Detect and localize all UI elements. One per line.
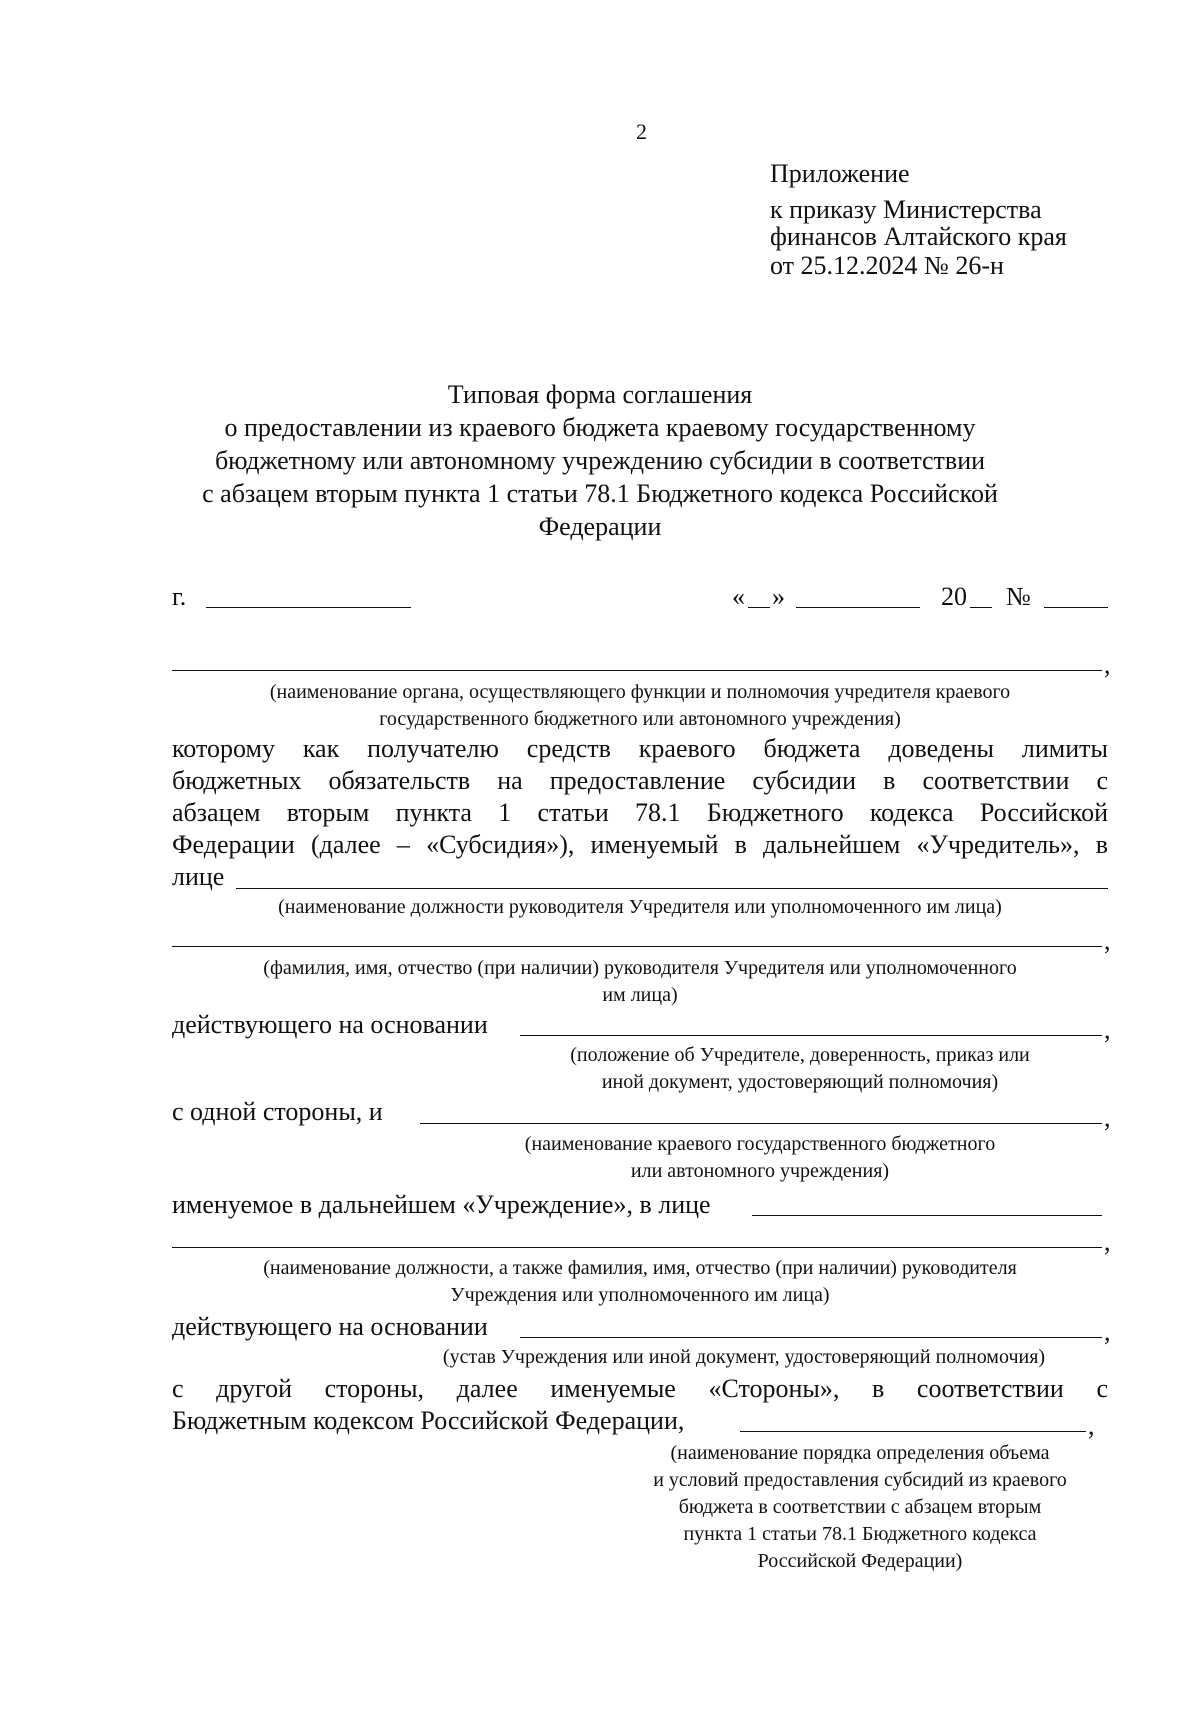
founder-position-caption: (наименование должности руководителя Учредителя или уполномоченного им лица)	[278, 896, 1002, 918]
appendix-date-number: от 25.12.2024 № 26-н	[770, 251, 1004, 280]
procedure-blank	[740, 1431, 1086, 1432]
founder-org-blank	[172, 670, 1102, 671]
paragraph-other-side	[172, 1373, 1108, 1405]
institution-head-caption-2: Учреждения или уполномоченного им лица)	[450, 1284, 830, 1306]
in-person-label: лице	[172, 862, 225, 891]
page-number: 2	[636, 119, 647, 144]
day-quote-close: »	[772, 582, 785, 611]
institution-basis-caption: (устав Учреждения или иной документ, удостоверяющий полномочия)	[442, 1346, 1046, 1368]
form-title	[150, 378, 1050, 543]
procedure-caption-3: бюджета в соответствии с абзацем вторым	[678, 1496, 1042, 1518]
founder-basis-caption-1: (положение об Учредителе, доверенность, приказ или	[570, 1044, 1030, 1066]
comma: ,	[1104, 650, 1111, 679]
institution-head-blank-1	[752, 1215, 1102, 1216]
comma: ,	[1088, 1411, 1095, 1440]
day-quote-open: «	[732, 582, 745, 611]
title-line-3: бюджетному или автономному учреждению субсидии в соответствии	[214, 446, 986, 475]
comma: ,	[1104, 1227, 1111, 1256]
title-line-5: Федерации	[538, 512, 662, 541]
institution-name-caption-2: или автономного учреждения)	[630, 1160, 890, 1182]
year-prefix: 20	[941, 582, 967, 611]
day-blank	[748, 607, 770, 608]
founder-acting-basis-label: действующего на основании	[172, 1010, 488, 1039]
number-blank	[1044, 607, 1108, 608]
one-side-label: с одной стороны, и	[172, 1097, 383, 1126]
founder-position-blank	[236, 888, 1108, 889]
procedure-caption-1: (наименование порядка определения объема	[670, 1442, 1050, 1464]
comma: ,	[1104, 1103, 1111, 1132]
number-sign: №	[1006, 582, 1031, 611]
appendix-order-line: к приказу Министерства	[770, 195, 1042, 224]
procedure-caption	[600, 1440, 1120, 1575]
paragraph-founder	[172, 733, 1108, 861]
procedure-caption-2: и условий предоставления субсидий из краевого	[653, 1469, 1067, 1491]
other-side-line-1: с другой стороны, далее именуемые «Стороны», в соответствии с	[172, 1374, 1108, 1403]
founder-fio-caption-2: им лица)	[602, 984, 678, 1006]
para1-line-4: Федерации (далее – «Субсидия»), именуемый в дальнейшем «Учредитель», в	[172, 830, 1108, 859]
comma: ,	[1104, 1015, 1111, 1044]
procedure-caption-4: пункта 1 статьи 78.1 Бюджетного кодекса	[683, 1523, 1037, 1545]
month-blank	[796, 607, 920, 608]
other-side-line-2: Бюджетным кодексом Российской Федерации,	[172, 1406, 685, 1435]
title-line-4: с абзацем вторым пункта 1 статьи 78.1 Бюджетного кодекса Российской	[202, 479, 998, 508]
city-blank	[206, 607, 411, 608]
founder-org-caption-1: (наименование органа, осуществляющего функции и полномочия учредителя краевого	[269, 681, 1011, 703]
city-prefix: г.	[172, 582, 187, 611]
founder-basis-blank	[520, 1035, 1102, 1036]
institution-name-blank	[420, 1123, 1102, 1124]
appendix-ministry-line: финансов Алтайского края	[770, 222, 1067, 251]
institution-basis-blank	[520, 1337, 1102, 1338]
comma: ,	[1104, 926, 1111, 955]
para1-line-2: бюджетных обязательств на предоставление субсидии в соответствии с	[172, 766, 1108, 795]
appendix-title: Приложение	[770, 159, 910, 188]
para1-line-3: абзацем вторым пункта 1 статьи 78.1 Бюджетного кодекса Российской	[172, 798, 1108, 827]
comma: ,	[1104, 1317, 1111, 1346]
year-blank	[970, 607, 992, 608]
founder-fio-caption-1: (фамилия, имя, отчество (при наличии) руководителя Учредителя или уполномоченного	[263, 957, 1017, 979]
institution-head-blank-2	[172, 1247, 1102, 1248]
institution-head-caption-1: (наименование должности, а также фамилия, имя, отчество (при наличии) руководителя	[263, 1257, 1017, 1279]
institution-name-caption-1: (наименование краевого государственного бюджетного	[524, 1133, 996, 1155]
founder-org-caption-2: государственного бюджетного или автономного учреждения)	[379, 708, 901, 730]
institution-acting-basis-label: действующего на основании	[172, 1312, 488, 1341]
founder-basis-caption-2: иной документ, удостоверяющий полномочия)	[601, 1071, 999, 1093]
title-line-2: о предоставлении из краевого бюджета краевому государственному	[224, 413, 976, 442]
para1-line-1: которому как получателю средств краевого бюджета доведены лимиты	[172, 734, 1108, 763]
founder-fio-blank	[172, 946, 1102, 947]
procedure-caption-5: Российской Федерации)	[757, 1550, 963, 1572]
named-institution-label: именуемое в дальнейшем «Учреждение», в лице	[172, 1190, 711, 1219]
title-line-1: Типовая форма соглашения	[447, 380, 753, 409]
